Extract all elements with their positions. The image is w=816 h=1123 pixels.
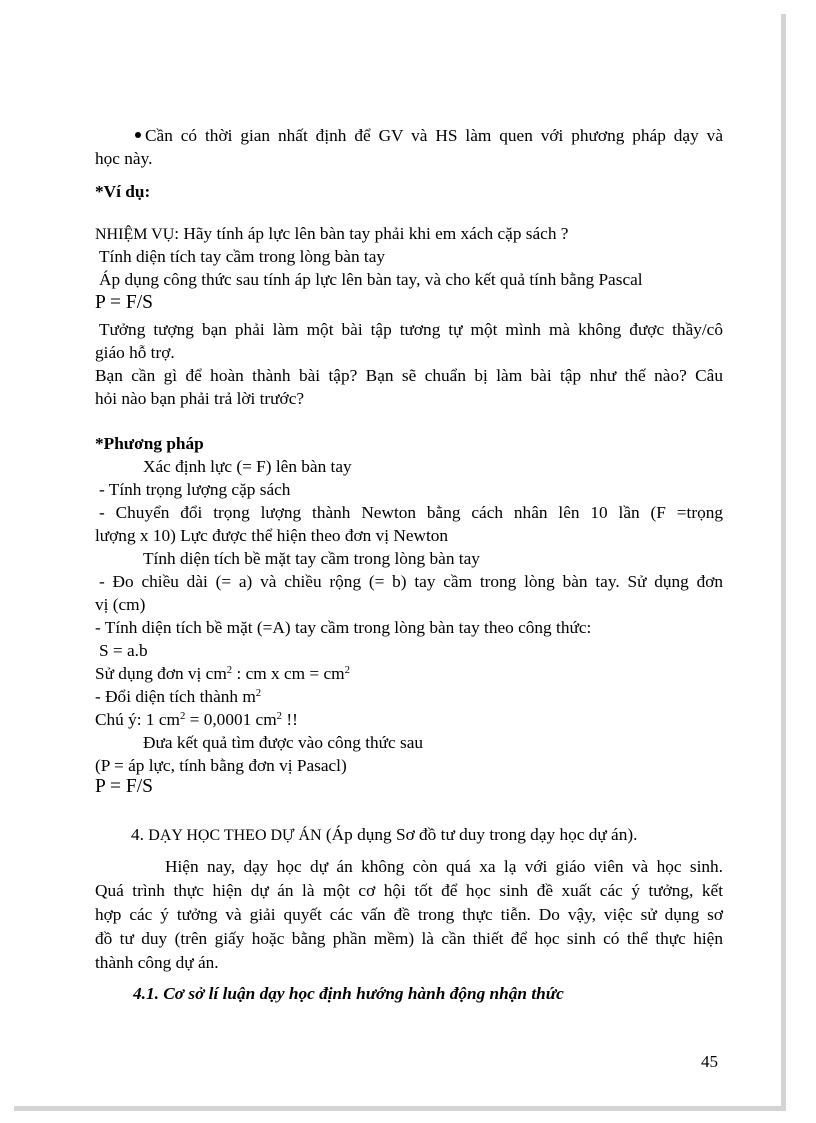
apply-line: Áp dụng công thức sau tính áp lực lên bàn tay, và cho kết quả tính bằng Pascal	[99, 270, 643, 289]
page-shadow-bottom	[14, 1106, 786, 1111]
paragraph-line-1: Hiện nay, dạy học dự án không còn quá xa lạ với giáo viên và học sinh.	[165, 857, 723, 876]
imagine-line: Tưởng tượng bạn phải làm một bài tập tương tự một mình mà không được thầy/cô	[99, 320, 723, 339]
method-heading: *Phương pháp	[95, 434, 204, 453]
step-measure-cont: vị (cm)	[95, 595, 146, 614]
paragraph-line-3: hợp các ý tưởng và giải quyết các vấn đề trong thực tiễn. Do vậy, việc sử dụng sơ	[95, 905, 723, 924]
subsection-heading: 4.1. Cơ sở lí luận dạy học định hướng hành động nhận thức	[133, 984, 564, 1003]
bullet-line: Cần có thời gian nhất định để GV và HS làm quen với phương pháp dạy và	[135, 124, 723, 147]
page-shadow-right	[781, 14, 786, 1111]
step-surface: Tính diện tích bề mặt tay cầm trong lòng bàn tay	[143, 549, 480, 568]
bullet-icon	[135, 132, 141, 138]
step-convert-cont: lượng x 10) Lực được thể hiện theo đơn vị Newton	[95, 526, 449, 545]
step-calc: - Tính diện tích bề mặt (=A) tay cầm trong lòng bàn tay theo công thức:	[95, 618, 592, 637]
task-label: NHIỆM VỤ	[95, 226, 175, 243]
formula-s: S = a.b	[99, 641, 148, 660]
question-line: Bạn cần gì để hoàn thành bài tập? Bạn sẽ chuẩn bị làm bài tập như thế nào? Câu	[95, 366, 723, 385]
question-line-cont: hỏi nào bạn phải trả lời trước?	[95, 389, 305, 408]
formula-p-2: P = F/S	[95, 776, 153, 797]
section-4-heading: 4. DẠY HỌC THEO DỰ ÁN (Áp dụng Sơ đồ tư duy trong dạy học dự án).	[131, 825, 638, 844]
unit-line: Sử dụng đơn vị $cm^2$ : cm x cm = $cm^2$	[95, 664, 350, 683]
convert-line: - Đổi diện tích thành $m^2$	[95, 687, 262, 706]
paragraph-line-5: thành công dự án.	[95, 953, 219, 972]
imagine-line-cont: giáo hỗ trợ.	[95, 343, 175, 362]
paragraph-line-2: Quá trình thực hiện dự án là một cơ hội tốt để học sinh đề xuất các ý tưởng, kết	[95, 881, 723, 900]
p-definition: (P = áp lực, tính bằng đơn vị Pasacl)	[95, 756, 347, 775]
step-force: Xác định lực (= F) lên bàn tay	[143, 457, 352, 476]
formula-p-1: P = F/S	[95, 292, 153, 313]
put-result-line: Đưa kết quả tìm được vào công thức sau	[143, 733, 424, 752]
example-heading: *Ví dụ:	[95, 182, 151, 201]
task-line: NHIỆM VỤ: Hãy tính áp lực lên bàn tay phải khi em xách cặp sách ?	[95, 224, 569, 243]
step-weight: - Tính trọng lượng cặp sách	[99, 480, 291, 499]
bullet-line-cont: học này.	[95, 149, 153, 168]
step-measure: - Đo chiều dài (= a) và chiều rộng (= b) tay cầm trong lòng bàn tay. Sử dụng đơn	[99, 572, 723, 591]
area-line: Tính diện tích tay cầm trong lòng bàn tay	[99, 247, 386, 266]
note-line: Chú ý: 1 $cm^2 = 0,0001$ $cm^2$ !!	[95, 710, 298, 729]
step-convert: - Chuyển đổi trọng lượng thành Newton bằng cách nhân lên 10 lần (F =trọng	[99, 503, 723, 522]
paragraph-line-4: đồ tư duy (trên giấy hoặc bằng phần mềm) là cần thiết để học sinh có thể thực hiện	[95, 929, 723, 948]
page-number: 45	[701, 1052, 718, 1071]
